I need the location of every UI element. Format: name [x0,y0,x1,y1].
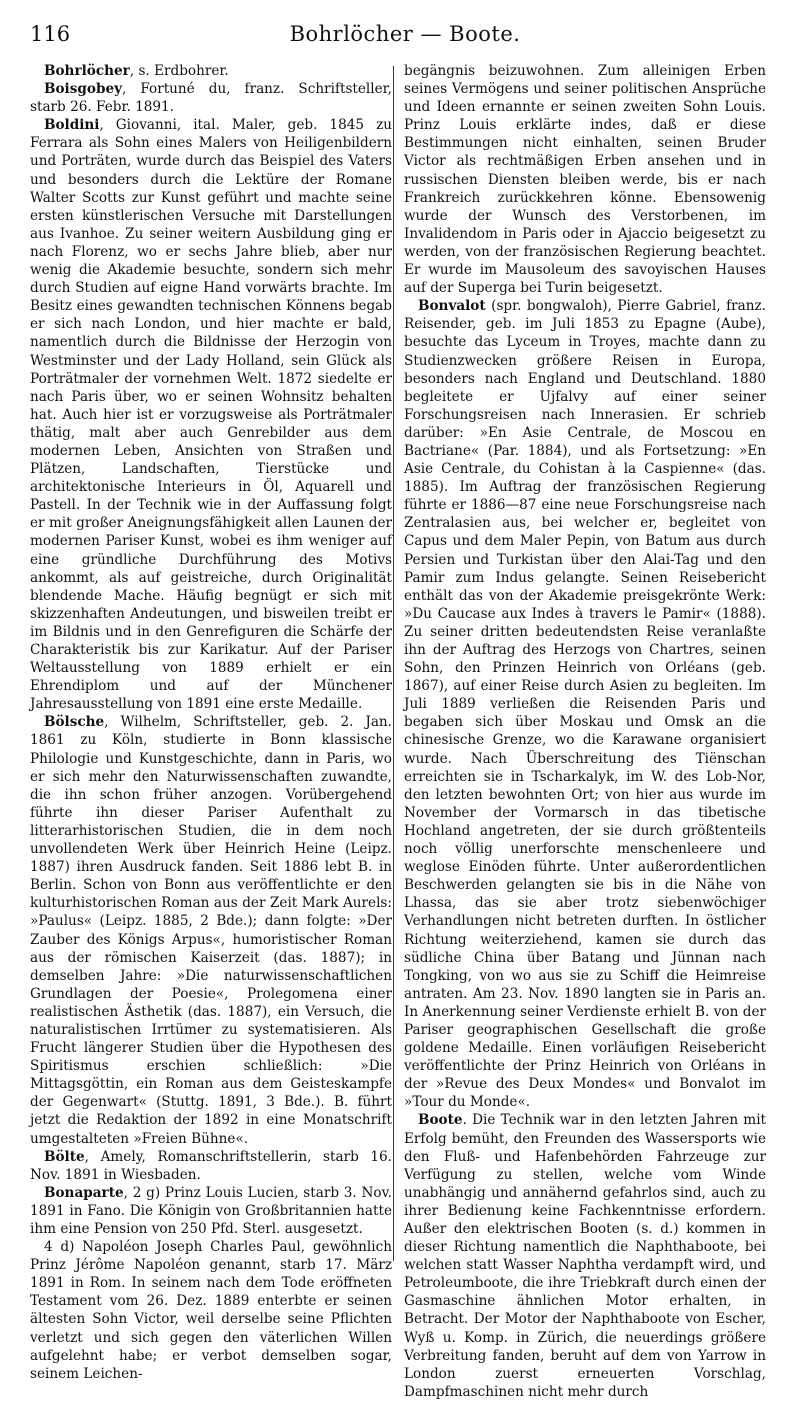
entry-headword: Bonaparte [44,1184,124,1201]
page-number: 116 [30,22,71,46]
entry-text: , Amely, Romanschriftstellerin, starb 16. Nov. 1891 in Wiesbaden. [30,1148,392,1183]
dictionary-entry [30,1148,392,1184]
column-divider [393,66,394,1261]
dictionary-entry [404,1111,766,1401]
left-column [30,62,392,1383]
dictionary-entry [30,62,392,80]
dictionary-entry [30,1238,392,1383]
right-column [404,62,766,1401]
entry-text: begängnis beizuwohnen. Zum alleinigen Erben seines Vermögens und seiner politischen Ansprüche und Ideen ernannte er seinen zweiten Sohn Louis. Prinz Louis erklärte indes, daß er diese Bestimmungen nicht einhalten, seinen Bruder Victor als rechtmäßigen Erben ansehen und in russischen Diensten bleiben werde, bis er nach Frankreich zurückkehren könne. Ebensowenig wurde der Wunsch des Verstorbenen, im Invalidendom in Paris oder in Ajaccio beigesetzt zu werden, von der französischen Regierung beachtet. Er wurde im Mausoleum des savoyischen Hauses auf der Superga bei Turin beigesetzt. [404,63,766,297]
entry-text: 4 d) Napoléon Joseph Charles Paul, gewöhnlich Prinz Jérôme Napoléon genannt, starb 17. März 1891 in Rom. In seinem nach dem Tode eröffneten Testament vom 26. Dez. 1889 enterbte er seinen ältesten Sohn Victor, weil derselbe seine Pflichten verletzt und sich gegen den väterlichen Willen aufgelehnt habe; er verbot demselben sogar, seinem Leichen- [30,1239,392,1382]
entry-headword: Bölte [44,1148,85,1165]
dictionary-entry [404,297,766,1111]
entry-headword: Boldini [44,117,100,134]
dictionary-entry [30,713,392,1147]
dictionary-entry [30,80,392,116]
running-title: Bohrlöcher — Boote. [289,22,521,46]
entry-headword: Boote [418,1112,463,1129]
entry-headword: Boisgobey [44,81,122,98]
entry-headword: Bonvalot [418,298,486,315]
dictionary-entry [404,62,766,297]
dictionary-entry [30,116,392,713]
entry-text: , 2 g) Prinz Louis Lucien, starb 3. Nov. 1891 in Fano. Die Königin von Großbritannien hatte ihm eine Pension von 250 Pfd. Sterl. ausgesetzt. [30,1184,392,1237]
entry-text: , Giovanni, ital. Maler, geb. 1845 zu Ferrara als Sohn eines Malers von Heiligenbildern und Porträten, wurde durch das Beispiel des Vaters und besonders durch die Lektüre der Romane Walter Scotts zur Kunst geführt und machte seine ersten künstlerischen Versuche mit Darstellungen aus Ivanhoe. Zu seiner weitern Ausbildung ging er nach Florenz, wo er sechs Jahre blieb, aber nur wenig die Akademie besuchte, sondern sich mehr durch Studien auf eigne Hand vorwärts brachte. Im Besitz eines gewandten technischen Könnens begab er sich nach London, und hier machte er bald, namentlich durch die Bildnisse der Herzogin von Westminster und der Lady Holland, sein Glück als Porträtmaler der vornehmen Welt. 1872 siedelte er nach Paris über, wo er seinen Wohnsitz behalten hat. Auch hier ist er vorzugsweise als Porträtmaler thätig, malt aber auch Genrebilder aus dem modernen Leben, Ansichten von Straßen und Plätzen, Landschaften, Tierstücke und architektonische Interieurs in Öl, Aquarell und Pastell. In der Technik wie in der Auffassung folgt er mit großer Aneignungsfähigkeit allen Launen der modernen Pariser Kunst, wobei es ihm weniger auf eine gründliche Durchführung des Motivs ankommt, als auf geistreiche, durch Originalität blendende Mache. Häufig begnügt er sich mit skizzenhaften Andeutungen, und bisweilen treibt er im Bildnis und in den Genrefiguren die Schärfe der Charakteristik bis zur Karikatur. Auf der Pariser Weltausstellung von 1889 erhielt er ein Ehrendiplom und auf der Münchener Jahresausstellung von 1891 eine erste Medaille. [30,117,392,713]
entry-text: , s. Erdbohrer. [129,63,229,79]
entry-text: , Fortuné du, franz. Schriftsteller, starb 26. Febr. 1891. [30,81,392,116]
entry-text: . Die Technik war in den letzten Jahren mit Erfolg bemüht, den Freunden des Wassersports wie den Fluß- und Hafenbehörden Fahrzeuge zur Verfügung zu stellen, welche vom Winde unabhängig und annähernd gefahrlos sind, auch zu ihrer Bedienung keine Fachkenntnisse erfordern. Außer den elektrischen Booten (s. d.) kommen in dieser Richtung namentlich die Naphthaboote, bei welchen statt Wasser Naphtha verdampft wird, und Petroleumboote, die ihre Triebkraft durch einen der Gasmaschine ähnlichen Motor erhalten, in Betracht. Der Motor der Naphthaboote von Escher, Wyß u. Komp. in Zürich, die neuerdings größere Verbreitung fanden, beruht auf dem von Yarrow in London zuerst erneuerten Vorschlag, Dampfmaschinen nicht mehr durch [404,1112,766,1400]
entry-headword: Bohrlöcher [44,63,130,79]
dictionary-entry [30,1184,392,1238]
entry-headword: Bölsche [44,714,105,731]
entry-text: , Wilhelm, Schriftsteller, geb. 2. Jan. 1861 zu Köln, studierte in Bonn klassische Philologie und Kunstgeschichte, dann in Paris, wo er sich mehr den Naturwissenschaften zuwandte, die ihn schon früher anzogen. Vorübergehend führte ihn dieser Pariser Aufenthalt zu litterarhistorischen Studien, die in dem noch unvollendeten Werk über Heinrich Heine (Leipz. 1887) ihren Ausdruck fanden. Seit 1886 lebt B. in Berlin. Schon von Bonn aus veröffentlichte er den kulturhistorischen Roman aus der Zeit Mark Aurels: »Paulus« (Leipz. 1885, 2 Bde.); dann folgte: »Der Zauber des Königs Arpus«, humoristischer Roman aus der römischen Kaiserzeit (das. 1887); in demselben Jahre: »Die naturwissenschaftlichen Grundlagen der Poesie«, Prolegomena einer realistischen Ästhetik (das. 1887), ein Versuch, die naturalistischen Irrtümer zu systematisieren. Als Frucht längerer Studien über die Hypothesen des Spiritismus erschien schließlich: »Die Mittagsgöttin, ein Roman aus dem Geisteskampfe der Gegenwart« (Stuttg. 1891, 3 Bde.). B. führt jetzt die Redaktion der 1892 in eine Monatschrift umgestalteten »Freien Bühne«. [30,714,392,1147]
running-header [30,22,780,52]
entry-text: (spr. bongwaloh), Pierre Gabriel, franz. Reisender, geb. im Juli 1853 zu Epagne (Aube), besuchte das Lyceum in Troyes, machte dann zu Studienzwecken größere Reisen in Europa, besonders nach England und Deutschland. 1880 begleitete er Ujfalvy auf einer seiner Forschungsreisen nach Innerasien. Er schrieb darüber: »En Asie Centrale, de Moscou en Bactriane« (Par. 1884), und als Fortsetzung: »En Asie Centrale, du Cohistan à la Caspienne« (das. 1885). Im Auftrag der französischen Regierung führte er 1886—87 eine neue Forschungsreise nach Zentralasien aus, bei welcher er, begleitet von Capus und dem Maler Pepin, von Batum aus durch Persien und Turkistan über den Alai-Tag und den Pamir zum Indus gelangte. Seinen Reisebericht enthält das von der Akademie preisgekrönte Werk: »Du Caucase aux Indes à travers le Pamir« (1888). Zu seiner dritten bedeutendsten Reise veranlaßte ihn der Auftrag des Herzogs von Chartres, seinen Sohn, den Prinzen Heinrich von Orléans (geb. 1867), auf einer Reise durch Asien zu begleiten. Im Juli 1889 verließen die Reisenden Paris und begaben sich über Moskau und Omsk an die chinesische Grenze, wo die Karawane organisiert wurde. Nach Überschreitung des Tiënschan erreichten sie in Tscharkalyk, im W. des Lob-Nor, den letzten bewohnten Ort; von hier aus wurde im November der Vormarsch in das tibetische Hochland angetreten, der sie durch größtenteils noch völlig unerforschte menschenleere und weglose Einöden führte. Unter außerordentlichen Beschwerden gelangten sie bis in die Nähe von Lhassa, das sie aber trotz siebenwöchiger Verhandlungen nicht betreten durften. In östlicher Richtung weiterziehend, kamen sie durch das südliche China über Batang und Jünnan nach Tongking, von wo aus sie zu Schiff die Heimreise antraten. Am 23. Nov. 1890 langten sie in Paris an. In Anerkennung seiner Verdienste erhielt B. von der Pariser geographischen Gesellschaft die große goldene Medaille. Einen vorläufigen Reisebericht veröffentlichte der Prinz Heinrich von Orléans in der »Revue des Deux Mondes« und Bonvalot im »Tour du Monde«. [404,298,766,1111]
